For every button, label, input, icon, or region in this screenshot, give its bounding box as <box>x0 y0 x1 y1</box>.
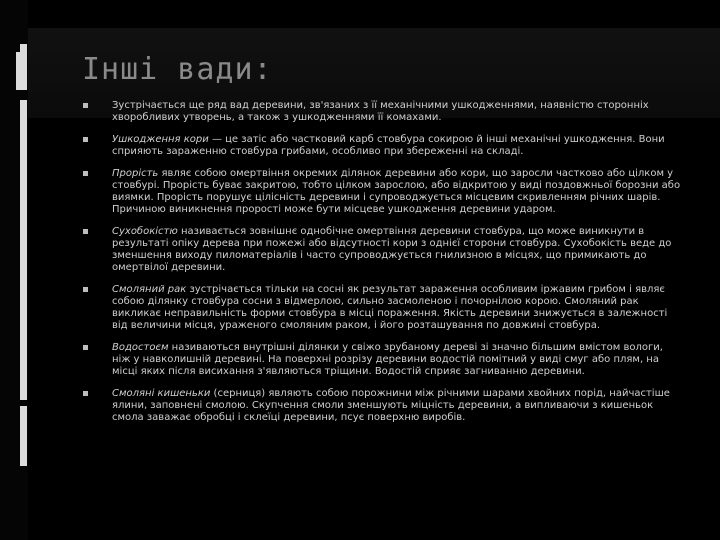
bullet-text <box>112 342 684 378</box>
bullet-text <box>112 168 684 216</box>
decor-bar <box>20 44 27 90</box>
bullet-marker <box>83 345 88 350</box>
list-item <box>84 226 684 274</box>
list-item <box>84 284 684 332</box>
bullet-marker <box>83 103 88 108</box>
bullet-marker <box>83 137 88 142</box>
bullet-body: — це затіс або частковий карб стовбура сокирою й інші механічні ушкодження. Вони сприяють зараженню стовбура грибами, особливо при збереженні на складі. <box>112 134 665 157</box>
bullet-body: зустрічається тільки на сосні як результат зараження особливим іржавим грибом і являє собою ділянку стовбура сосни з відмерлою, сильно засмоленою і почорнілою корою. Смоляний рак викликає неправильність форми стовбура в місці пораження. Якість деревини знижується в залежності від величини місця, ураженого смоляним раком, і його розташування по довжині стовбура. <box>112 284 668 331</box>
decor-bar <box>16 52 20 90</box>
bullet-marker <box>83 171 88 176</box>
list-item <box>84 168 684 216</box>
bullet-list <box>84 100 684 434</box>
bullet-body: Зустрічається ще ряд вад деревини, зв'язаних з її механічними ушкодженнями, наявністю сторонніх хворобливих утворень, а також з ушкодженнями її комахами. <box>112 100 649 123</box>
list-item <box>84 100 684 124</box>
decor-bar <box>20 100 27 400</box>
bullet-body: являє собою омертвіння окремих ділянок деревини або кори, що заросли частково або цілком у стовбурі. Прорість буває закритою, тобто цілком зарослою, або відкритою у виді поздовжньої борозни або виямки. Прорість порушує цілісність деревини і супроводжується місцевим скривленням річних шарів. Причиною виникнення прорості може бути місцеве ушкодження деревини ударом. <box>112 168 681 215</box>
bullet-lead: Смоляні кишеньки <box>112 388 211 399</box>
bullet-text <box>112 284 684 332</box>
bullet-lead: Ушкодження кори <box>112 134 209 145</box>
bullet-body: називається зовнішнє однобічне омертвіння деревини стовбура, що може виникнути в результаті опіку дерева при пожежі або відсутності кори з однієї сторони стовбура. Сухобокість веде до зменшення виходу пиломатеріалів і часто супроводжується гнилизною в місцях, що примикають до омертвілої деревини. <box>112 226 672 273</box>
bullet-marker <box>83 287 88 292</box>
bullet-marker <box>83 229 88 234</box>
list-item <box>84 134 684 158</box>
bullet-lead: Смоляний рак <box>112 284 187 295</box>
bullet-text <box>112 388 684 424</box>
slide-title: Інші вади: <box>82 52 273 87</box>
bullet-body: називаються внутрішні ділянки у свіжо зрубаному дереві зі значно більшим вмістом вологи, ніж у навколишній деревині. На поверхні розрізу деревини водостій помітний у виді смуг або плям, на місці яких після висихання з'являються тріщини. Водостій сприяє загниванню деревини. <box>112 342 663 377</box>
bullet-lead: Сухобокістю <box>112 226 178 237</box>
bullet-lead: Водостоєм <box>112 342 169 353</box>
list-item <box>84 342 684 378</box>
list-item <box>84 388 684 424</box>
decor-bar <box>20 406 27 466</box>
bullet-text <box>112 100 684 124</box>
bullet-text <box>112 134 684 158</box>
bullet-marker <box>83 391 88 396</box>
bullet-body: (серниця) являють собою порожнини між річними шарами хвойних порід, найчастіше ялини, заповнені смолою. Скупчення смоли зменшують міцність деревини, а випливаючи з кишеньок смола заважає обробці і склеїці деревини, псує поверхню виробів. <box>112 388 670 423</box>
bullet-lead: Прорість <box>112 168 159 179</box>
bullet-text <box>112 226 684 274</box>
